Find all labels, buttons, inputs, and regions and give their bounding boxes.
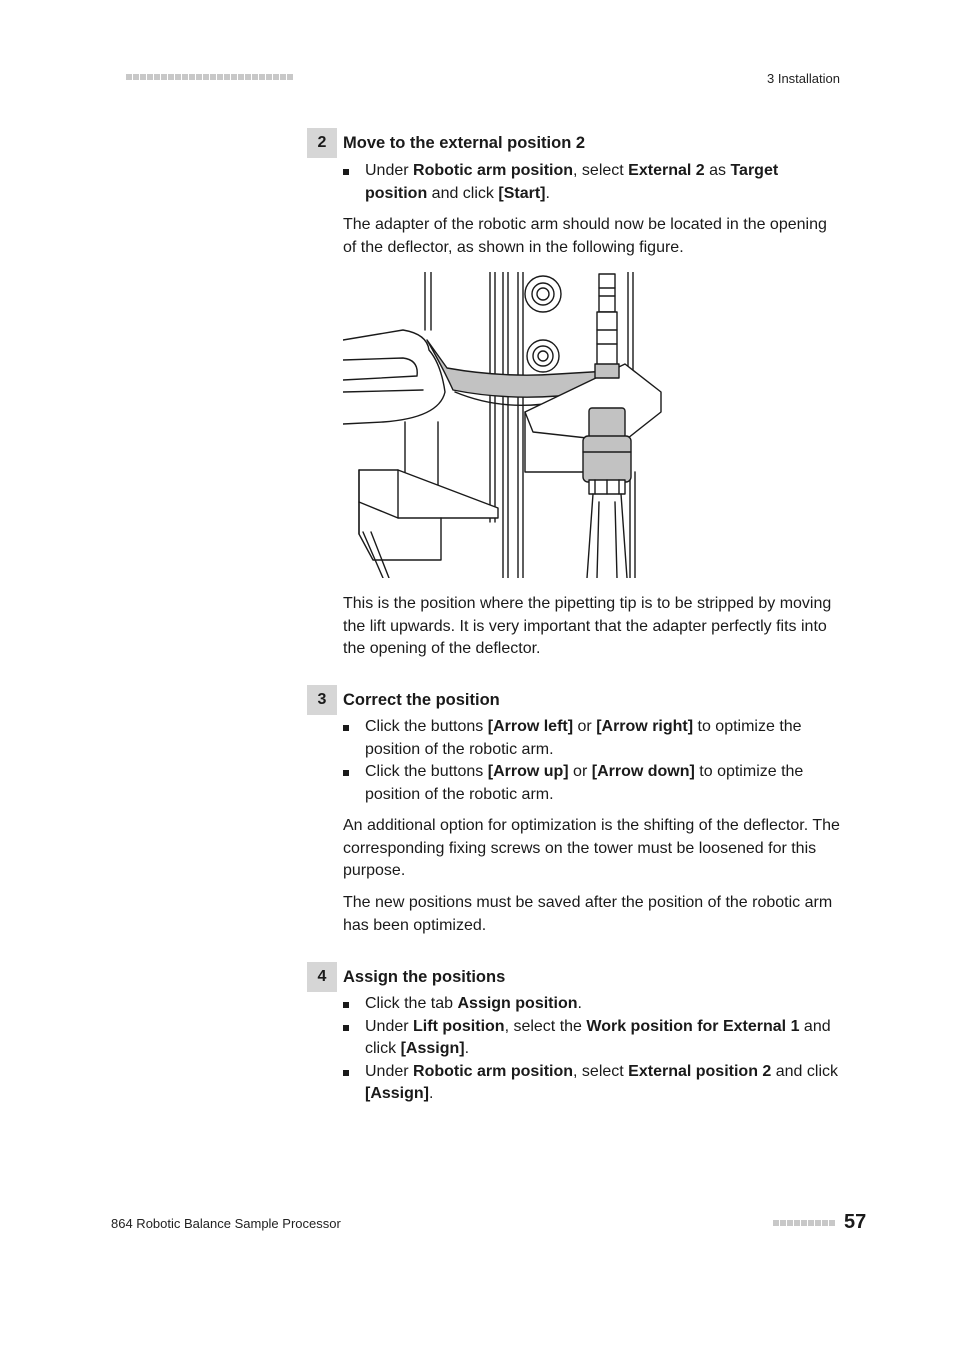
footer-document-title: 864 Robotic Balance Sample Processor xyxy=(111,1216,341,1231)
step-number-4: 4 xyxy=(307,962,337,992)
step-2-paragraph-2: This is the position where the pipetting tip is to be stripped by moving the lift upwards. It is very important that the adapter perfectly fits into the opening of the deflector. xyxy=(343,595,832,657)
footer-decoration xyxy=(773,1220,835,1226)
step-4-bullets xyxy=(343,993,840,1106)
step-3-bullets xyxy=(343,716,840,806)
list-item: Under Lift position, select the Work position for External 1 and click [Assign]. xyxy=(343,1016,840,1061)
list-item: Under Robotic arm position, select External position 2 and click [Assign]. xyxy=(343,1061,840,1106)
step-3-paragraph-1: An additional option for optimization is the shifting of the deflector. The corresponding fixing screws on the tower must be loosened for this purpose. xyxy=(343,817,840,879)
robotic-arm-deflector-figure xyxy=(343,272,665,578)
step-title-2: Move to the external position 2 xyxy=(343,134,586,152)
step-2-paragraph-1: The adapter of the robotic arm should now be located in the opening of the deflector, as shown in the following figure. xyxy=(343,216,827,256)
step-2-bullets xyxy=(343,160,840,205)
step-title-4: Assign the positions xyxy=(343,968,506,986)
header-decoration xyxy=(126,74,293,80)
page-number: 57 xyxy=(844,1211,867,1233)
list-item: Click the tab Assign position. xyxy=(343,993,840,1016)
list-item: Click the buttons [Arrow up] or [Arrow down] to optimize the position of the robotic arm. xyxy=(343,761,840,806)
step-number-3: 3 xyxy=(307,685,337,715)
step-title-3: Correct the position xyxy=(343,691,500,709)
step-3-paragraph-2: The new positions must be saved after the position of the robotic arm has been optimized. xyxy=(343,894,833,934)
list-item: Click the buttons [Arrow left] or [Arrow right] to optimize the position of the robotic arm. xyxy=(343,716,840,761)
header-section-title: 3 Installation xyxy=(767,71,840,86)
step-number-2: 2 xyxy=(307,128,337,158)
list-item: Under Robotic arm position, select External 2 as Target position and click [Start]. xyxy=(343,160,840,205)
